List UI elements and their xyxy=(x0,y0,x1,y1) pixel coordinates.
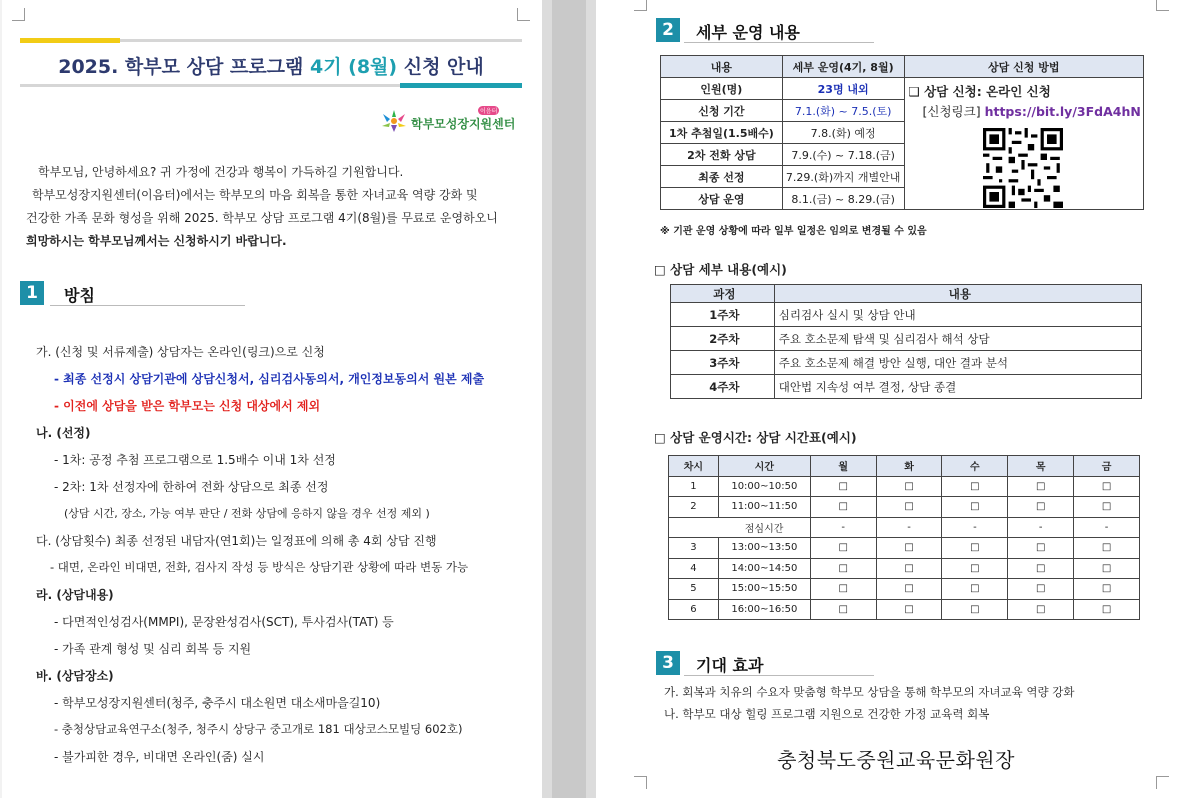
table-cell: 4주차 xyxy=(671,375,775,399)
table-cell: 4 xyxy=(669,558,719,579)
table-header: 수 xyxy=(942,456,1008,477)
table-cell: 대안법 지속성 여부 결정, 상담 종결 xyxy=(774,375,1141,399)
table-cell: 3 xyxy=(669,538,719,559)
title-bar-accent-bottom xyxy=(400,83,522,88)
intro-line: 희망하시는 학부모님께서는 신청하시기 바랍니다. xyxy=(26,234,287,248)
checkbox-cell[interactable]: □ xyxy=(810,579,876,600)
table-cell: 10:00~10:50 xyxy=(718,476,810,497)
table-cell: 2차 전화 상담 xyxy=(661,144,783,166)
checkbox-cell[interactable]: □ xyxy=(1008,579,1074,600)
table-cell: 15:00~15:50 xyxy=(718,579,810,600)
checkbox-cell[interactable]: □ xyxy=(1074,497,1140,518)
detail-heading: □ 상담 세부 내용(예시) xyxy=(654,262,787,277)
policy-item: 다. (상담횟수) 최종 선정된 내담자(연1회)는 일정표에 의해 총 4회 상담 진행 xyxy=(36,534,437,548)
table-cell: 1차 추첨일(1.5배수) xyxy=(661,122,783,144)
table-row xyxy=(669,476,1140,497)
table-row xyxy=(669,517,1140,538)
intro-line: 건강한 가족 문화 형성을 위해 2025. 학부모 상담 프로그램 4기(8월)를 무료로 운영하오니 xyxy=(26,211,498,225)
checkbox-cell[interactable]: □ xyxy=(1074,538,1140,559)
policy-item: - 다면적인성검사(MMPI), 문장완성검사(SCT), 투사검사(TAT) 등 xyxy=(54,615,394,629)
table-cell: 점심시간 xyxy=(718,517,810,538)
policy-item: - 충청상담교육연구소(청주, 청주시 상당구 중고개로 181 대상코스모빌딩 602호) xyxy=(54,722,463,736)
table-cell: 주요 호소문제 탐색 및 심리검사 해석 상담 xyxy=(774,327,1141,351)
checkbox-cell[interactable]: □ xyxy=(1008,497,1074,518)
title-bar-line xyxy=(120,39,522,42)
table-header: 상담 신청 방법 xyxy=(904,56,1143,78)
table-header: 화 xyxy=(876,456,942,477)
table-cell: 3주차 xyxy=(671,351,775,375)
table-cell: 8.1.(금) ~ 8.29.(금) xyxy=(782,188,904,210)
document-title: 2025. 학부모 상담 프로그램 4기 (8월) 신청 안내 xyxy=(58,56,484,78)
checkbox-cell[interactable]: □ xyxy=(1074,599,1140,620)
checkbox-cell[interactable]: □ xyxy=(876,599,942,620)
logo-text: 학부모성장지원센터 xyxy=(411,117,516,131)
table-cell: 2 xyxy=(669,497,719,518)
apply-title: ❑ 상담 신청: 온라인 신청 xyxy=(908,84,1051,99)
table-header: 차시 xyxy=(669,456,719,477)
table-header: 내용 xyxy=(661,56,783,78)
table-header: 목 xyxy=(1008,456,1074,477)
checkbox-cell[interactable]: □ xyxy=(1008,599,1074,620)
table-cell: 1주차 xyxy=(671,303,775,327)
table-cell: 2주차 xyxy=(671,327,775,351)
section-underline xyxy=(684,42,874,43)
table-cell: 5 xyxy=(669,579,719,600)
schedule-note: ※ 기관 운영 상황에 따라 일부 일정은 임의로 변경될 수 있음 xyxy=(660,226,927,237)
checkbox-cell[interactable]: □ xyxy=(1008,558,1074,579)
schedule-table xyxy=(660,55,1144,210)
checkbox-cell[interactable]: □ xyxy=(942,579,1008,600)
table-cell: 인원(명) xyxy=(661,78,783,100)
title-bar-accent xyxy=(20,38,120,43)
table-header: 세부 운영(4기, 8월) xyxy=(782,56,904,78)
crop-mark xyxy=(1156,776,1169,789)
table-cell: 7.8.(화) 예정 xyxy=(782,122,904,144)
detail-table xyxy=(670,284,1142,399)
checkbox-cell[interactable]: □ xyxy=(876,476,942,497)
table-cell: 14:00~14:50 xyxy=(718,558,810,579)
policy-item: - 불가피한 경우, 비대면 온라인(줌) 실시 xyxy=(54,750,265,764)
crop-mark xyxy=(1156,0,1169,11)
document-page-right xyxy=(596,0,1177,798)
crop-mark xyxy=(12,8,25,21)
time-heading: □ 상담 운영시간: 상담 시간표(예시) xyxy=(654,430,857,445)
table-cell: - xyxy=(942,517,1008,538)
section-title: 기대 효과 xyxy=(696,656,764,675)
table-cell: 신청 기간 xyxy=(661,100,783,122)
checkbox-cell[interactable]: □ xyxy=(876,497,942,518)
crop-mark xyxy=(634,0,647,11)
section-number: 2 xyxy=(656,18,680,42)
table-cell: - xyxy=(1008,517,1074,538)
table-cell: 16:00~16:50 xyxy=(718,599,810,620)
policy-item: - 가족 관계 형성 및 심리 회복 등 지원 xyxy=(54,642,252,656)
table-cell: 11:00~11:50 xyxy=(718,497,810,518)
table-header: 내용 xyxy=(774,285,1141,303)
checkbox-cell[interactable]: □ xyxy=(942,599,1008,620)
table-cell: 6 xyxy=(669,599,719,620)
checkbox-cell[interactable]: □ xyxy=(810,497,876,518)
title-bar-line-bottom xyxy=(20,84,400,87)
table-cell: - xyxy=(810,517,876,538)
signature: 충청북도중원교육문화원장 xyxy=(777,748,1015,772)
checkbox-cell[interactable]: □ xyxy=(876,579,942,600)
table-row xyxy=(669,558,1140,579)
table-cell: - xyxy=(1074,517,1140,538)
section-number: 3 xyxy=(656,651,680,675)
policy-item: - 최종 선정시 상담기관에 상담신청서, 심리검사동의서, 개인정보동의서 원본 제출 xyxy=(54,372,485,386)
document-page-left xyxy=(2,0,542,798)
logo-badge: 이음터 xyxy=(480,108,498,115)
page-gutter xyxy=(542,0,596,798)
checkbox-cell[interactable]: □ xyxy=(1074,476,1140,497)
table-row xyxy=(669,579,1140,600)
table-header: 과정 xyxy=(671,285,775,303)
table-cell: 1 xyxy=(669,476,719,497)
policy-item: - 1차: 공정 추첨 프로그램으로 1.5배수 이내 1차 선정 xyxy=(54,453,336,467)
policy-item: - 학부모성장지원센터(청주, 충주시 대소원면 대소새마을길10) xyxy=(54,696,381,710)
checkbox-cell[interactable]: □ xyxy=(1008,538,1074,559)
checkbox-cell[interactable]: □ xyxy=(810,476,876,497)
table-cell: 13:00~13:50 xyxy=(718,538,810,559)
policy-item: - 이전에 상담을 받은 학부모는 신청 대상에서 제외 xyxy=(54,399,321,413)
intro-paragraph xyxy=(26,161,526,253)
policy-item: 나. (선정) xyxy=(36,426,91,440)
apply-link-label: [신청링크] xyxy=(922,104,981,119)
section-underline xyxy=(684,675,874,676)
policy-item: (상담 시간, 장소, 가능 여부 판단 / 전화 상담에 응하지 않을 경우 선정 제외 ) xyxy=(64,507,430,520)
checkbox-cell[interactable]: □ xyxy=(1074,579,1140,600)
section-title: 세부 운영 내용 xyxy=(696,23,800,42)
checkbox-cell[interactable]: □ xyxy=(942,558,1008,579)
table-header: 월 xyxy=(810,456,876,477)
intro-line: 학부모성장지원센터(이음터)에서는 학부모의 마음 회복을 통한 자녀교육 역량 강화 및 xyxy=(32,188,478,202)
gutter-shade xyxy=(552,0,586,798)
checkbox-cell[interactable]: □ xyxy=(876,558,942,579)
timetable xyxy=(668,455,1140,620)
table-row xyxy=(669,497,1140,518)
table-cell: 7.9.(수) ~ 7.18.(금) xyxy=(782,144,904,166)
table-cell: 7.1.(화) ~ 7.5.(토) xyxy=(782,100,904,122)
effect-item: 나. 학부모 대상 힐링 프로그램 지원으로 건강한 가정 교육력 회복 xyxy=(664,707,990,721)
intro-line: 학부모님, 안녕하세요? 귀 가정에 건강과 행복이 가득하길 기원합니다. xyxy=(38,165,404,179)
center-logo xyxy=(380,106,520,136)
apply-link-row xyxy=(923,102,1141,120)
crop-mark xyxy=(517,8,530,21)
qr-code-icon[interactable] xyxy=(983,128,1063,208)
table-cell: 7.29.(화)까지 개별안내 xyxy=(782,166,904,188)
checkbox-cell[interactable]: □ xyxy=(1074,558,1140,579)
checkbox-cell[interactable]: □ xyxy=(876,538,942,559)
effect-item: 가. 회복과 치유의 수요자 맞춤형 학부모 상담을 통해 학부모의 자녀교육 역량 강화 xyxy=(664,685,1075,699)
policy-item: 가. (신청 및 서류제출) 상담자는 온라인(링크)으로 신청 xyxy=(36,345,325,359)
checkbox-cell[interactable]: □ xyxy=(942,497,1008,518)
table-cell: 주요 호소문제 해결 방안 실행, 대안 결과 분석 xyxy=(774,351,1141,375)
checkbox-cell[interactable]: □ xyxy=(810,538,876,559)
table-cell: 상담 운영 xyxy=(661,188,783,210)
policy-item: 바. (상담장소) xyxy=(36,669,114,683)
table-cell: 심리검사 실시 및 상담 안내 xyxy=(774,303,1141,327)
table-cell: - xyxy=(876,517,942,538)
section-title: 방침 xyxy=(64,286,95,305)
table-cell xyxy=(669,517,719,538)
checkbox-cell[interactable]: □ xyxy=(810,599,876,620)
table-cell: 최종 선정 xyxy=(661,166,783,188)
table-header: 금 xyxy=(1074,456,1140,477)
crop-mark xyxy=(634,776,647,789)
table-row xyxy=(669,538,1140,559)
checkbox-cell[interactable]: □ xyxy=(942,476,1008,497)
checkbox-cell[interactable]: □ xyxy=(1008,476,1074,497)
section-underline xyxy=(50,305,245,306)
section-number: 1 xyxy=(20,281,44,305)
apply-link[interactable]: https://bit.ly/3FdA4hN xyxy=(984,104,1141,119)
table-cell: 23명 내외 xyxy=(782,78,904,100)
policy-item: - 2차: 1차 선정자에 한하여 전화 상담으로 최종 선정 xyxy=(54,480,329,494)
logo-mark-icon xyxy=(380,108,408,134)
table-row xyxy=(669,599,1140,620)
checkbox-cell[interactable]: □ xyxy=(810,558,876,579)
policy-item: 라. (상담내용) xyxy=(36,588,114,602)
policy-item: - 대면, 온라인 비대면, 전화, 검사지 작성 등 방식은 상담기관 상황에 따라 변동 가능 xyxy=(50,560,469,574)
table-header: 시간 xyxy=(718,456,810,477)
checkbox-cell[interactable]: □ xyxy=(942,538,1008,559)
apply-method-cell xyxy=(904,78,1143,210)
